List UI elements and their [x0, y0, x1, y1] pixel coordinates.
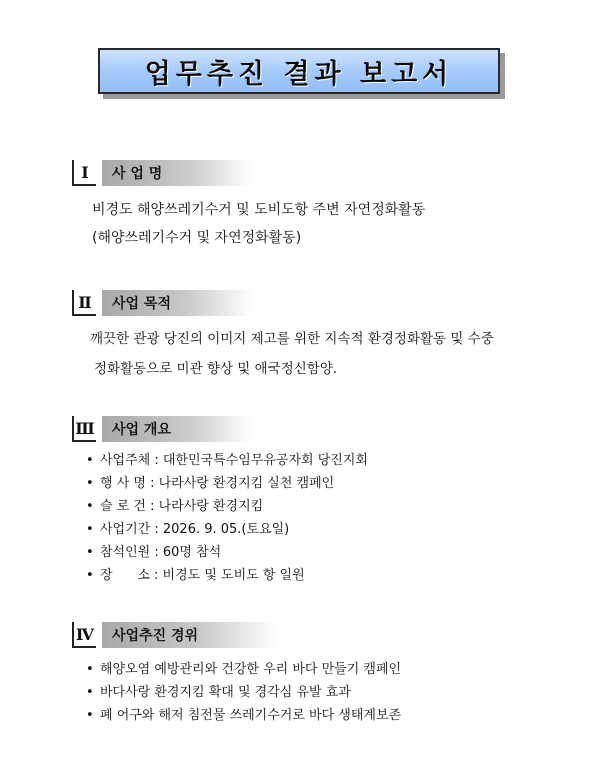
- section-number: Ⅱ: [72, 290, 96, 316]
- bullet-icon: •: [86, 476, 94, 491]
- list-item: • 행 사 명 : 나라사랑 환경지킴 실천 캠페인: [86, 472, 552, 495]
- body-line: 비경도 해양쓰레기수거 및 도비도항 주변 자연정화활동: [92, 202, 426, 218]
- section-header: [72, 290, 552, 316]
- section-number: Ⅲ: [72, 416, 96, 442]
- body-line: 깨끗한 관광 당진의 이미지 제고를 위한 지속적 환경정화활동 및 수중: [90, 331, 494, 347]
- section-title: 사업 개요: [102, 416, 252, 442]
- section-number: Ⅳ: [72, 622, 96, 648]
- section-header: [72, 160, 552, 186]
- section-title: 사업 목적: [102, 290, 252, 316]
- bullet-icon: •: [86, 453, 94, 468]
- section-overview: [72, 416, 552, 587]
- list-item: • 사업기간 : 2026. 9. 05.(토요일): [86, 518, 552, 541]
- bullet-icon: •: [86, 568, 94, 583]
- section-business-name: [72, 160, 552, 252]
- bullet-icon: •: [86, 545, 94, 560]
- section-header: [72, 416, 552, 442]
- list-item: • 장 소 : 비경도 및 도비도 항 일원: [86, 564, 552, 587]
- bullet-icon: •: [86, 708, 94, 723]
- list-item: • 슬 로 건 : 나라사랑 환경지킴: [86, 495, 552, 518]
- page-title: 업무추진 결과 보고서: [144, 58, 454, 90]
- body-line: (해양쓰레기수거 및 자연정화활동): [92, 230, 302, 246]
- bullet-icon: •: [86, 499, 94, 514]
- section-purpose: [72, 290, 552, 384]
- title-banner: [98, 48, 500, 94]
- bullet-icon: •: [86, 685, 94, 700]
- progress-list: [86, 658, 552, 727]
- section-title: 사업추진 경위: [102, 622, 277, 648]
- list-item: • 해양오염 예방관리와 건강한 우리 바다 만들기 캠페인: [86, 658, 552, 681]
- list-item: • 바다사랑 환경지킴 확대 및 경각심 유발 효과: [86, 681, 552, 704]
- section-progress: [72, 622, 552, 727]
- list-item: • 사업주체 : 대한민국특수임무유공자회 당진지회: [86, 449, 552, 472]
- list-item: • 참석인원 : 60명 참석: [86, 541, 552, 564]
- bullet-icon: •: [86, 522, 94, 537]
- section-header: [72, 622, 552, 648]
- section-title: 사 업 명: [102, 160, 252, 186]
- section-number: Ⅰ: [72, 160, 96, 186]
- list-item: • 폐 어구와 해저 침전물 쓰레기수거로 바다 생태계보존: [86, 704, 552, 727]
- overview-list: [86, 449, 552, 587]
- bullet-icon: •: [86, 662, 94, 677]
- section-body: [92, 196, 552, 252]
- section-body: [90, 324, 552, 384]
- body-line: 정화활동으로 미관 향상 및 애국정신함양.: [94, 361, 338, 377]
